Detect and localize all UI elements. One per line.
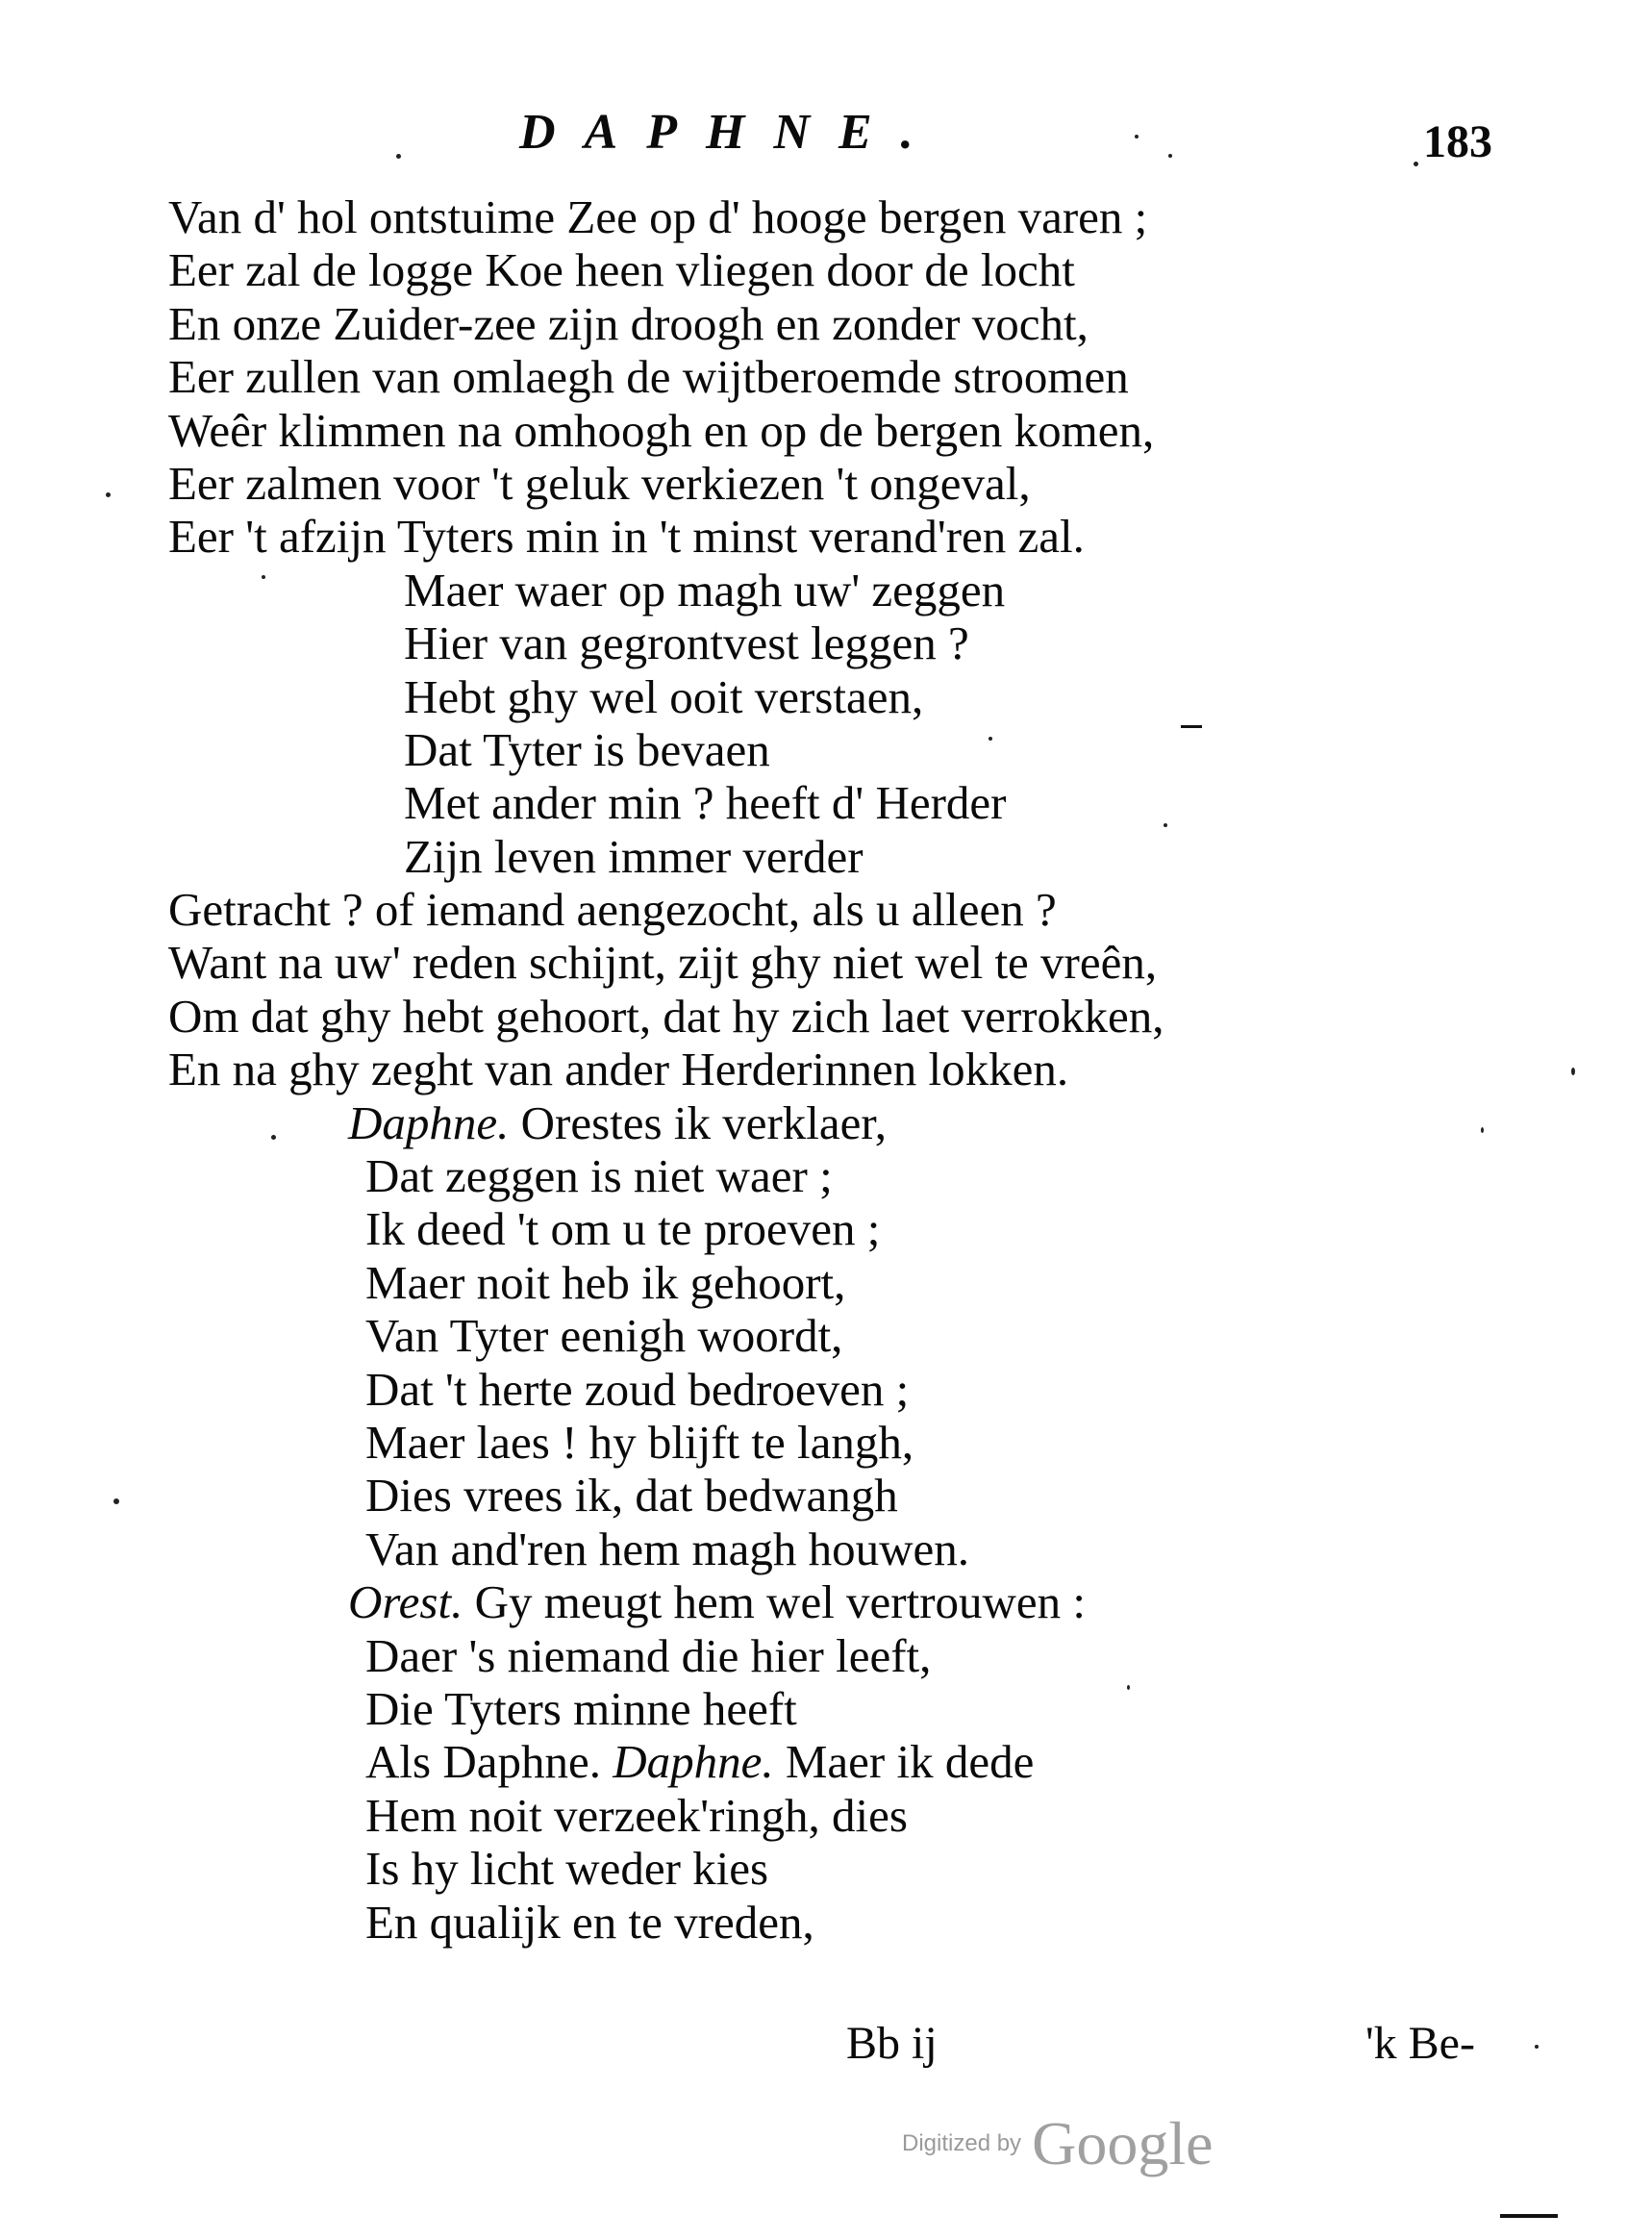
verse-line: Eer zal de logge Koe heen vliegen door de locht — [168, 243, 1075, 297]
verse-line: Om dat ghy hebt gehoort, dat hy zich laet verrokken, — [168, 989, 1164, 1043]
verse-line: Hem noit verzeek'ringh, dies — [365, 1788, 908, 1842]
verse-line: Die Tyters minne heeft — [365, 1681, 797, 1735]
catchword: 'k Be- — [1365, 2018, 1475, 2069]
verse-line: Maer waer op magh uw' zeggen — [404, 563, 1006, 617]
verse-line-speech: Als Daphne. Daphne. Maer ik dede — [365, 1735, 1035, 1789]
page-number: 183 — [1423, 116, 1492, 167]
verse-line: Is hy licht weder kies — [365, 1842, 769, 1896]
verse-line: Eer zalmen voor 't geluk verkiezen 't ongeval, — [168, 456, 1031, 510]
verse-line: En onze Zuider-zee zijn droogh en zonder vocht, — [168, 296, 1089, 350]
verse-line: En qualijk en te vreden, — [365, 1895, 814, 1949]
verse-line: Van d' hol ontstuime Zee op d' hooge bergen varen ; — [168, 190, 1148, 243]
scan-speck — [1164, 823, 1167, 827]
verse-line: Met ander min ? heeft d' Herder — [404, 776, 1007, 830]
verse-line: Hebt ghy wel ooit verstaen, — [404, 669, 924, 723]
running-title: DAPHNE. — [519, 105, 942, 160]
verse-line: Daer 's niemand die hier leeft, — [365, 1628, 932, 1682]
speaker-name: Daphne. — [348, 1095, 510, 1149]
verse-line: Hier van gegrontvest leggen ? — [404, 617, 969, 670]
scan-speck — [271, 1135, 276, 1140]
scan-speck — [396, 154, 401, 159]
verse-line: Getracht ? of iemand aengezocht, als u alleen ? — [168, 883, 1057, 937]
digitization-watermark — [902, 2108, 1214, 2179]
verse-line-speech: Daphne. Orestes ik verklaer, — [348, 1095, 887, 1149]
verse-line-speech: Orest. Gy meugt hem wel vertrouwen : — [348, 1575, 1087, 1629]
verse-line: Maer laes ! hy blijft te langh, — [365, 1415, 914, 1469]
verse-line: Dies vrees ik, dat bedwangh — [365, 1469, 898, 1523]
watermark-brand-logo: Google — [1032, 2109, 1214, 2177]
scan-dash — [1181, 725, 1202, 728]
verse-line: Want na uw' reden schijnt, zijt ghy niet wel te vreên, — [168, 936, 1158, 990]
verse-line: Van and'ren hem magh houwen. — [365, 1522, 969, 1575]
scan-speck — [1414, 162, 1418, 166]
verse-line: Ik deed 't om u te proeven ; — [365, 1202, 881, 1256]
verse-line: En na ghy zeght van ander Herderinnen lokken. — [168, 1043, 1069, 1096]
speaker-name: Orest. — [348, 1575, 463, 1629]
verse-line: Eer 't afzijn Tyters min in 't minst verand'ren zal. — [168, 510, 1085, 564]
verse-line: Zijn leven immer verder — [404, 829, 864, 883]
scan-speck — [1135, 135, 1139, 138]
scan-speck — [1535, 2045, 1539, 2049]
scan-speck — [106, 492, 111, 497]
verse-line: Van Tyter eenigh woordt, — [365, 1309, 843, 1363]
verse-line: Dat Tyter is bevaen — [404, 722, 770, 776]
speaker-name: Daphne. — [613, 1735, 774, 1789]
scan-speck — [262, 575, 265, 579]
scan-speck — [1481, 1127, 1484, 1133]
watermark-prefix: Digitized by — [902, 2130, 1022, 2156]
scan-speck — [1571, 1068, 1575, 1075]
scan-speck — [113, 1498, 119, 1504]
verse-line: Dat 't herte zoud bedroeven ; — [365, 1362, 910, 1416]
scan-speck — [989, 737, 992, 741]
verse-block — [0, 190, 1652, 1949]
scan-speck — [1127, 1685, 1130, 1690]
verse-line: Eer zullen van omlaegh de wijtberoemde stroomen — [168, 350, 1129, 404]
scan-dash — [1500, 2214, 1558, 2218]
scan-speck — [1168, 154, 1172, 158]
verse-line: Maer noit heb ik gehoort, — [365, 1255, 846, 1309]
verse-line: Weêr klimmen na omhoogh en op de bergen komen, — [168, 403, 1155, 457]
verse-line: Dat zeggen is niet waer ; — [365, 1149, 833, 1203]
signature-mark: Bb ij — [846, 2018, 938, 2069]
